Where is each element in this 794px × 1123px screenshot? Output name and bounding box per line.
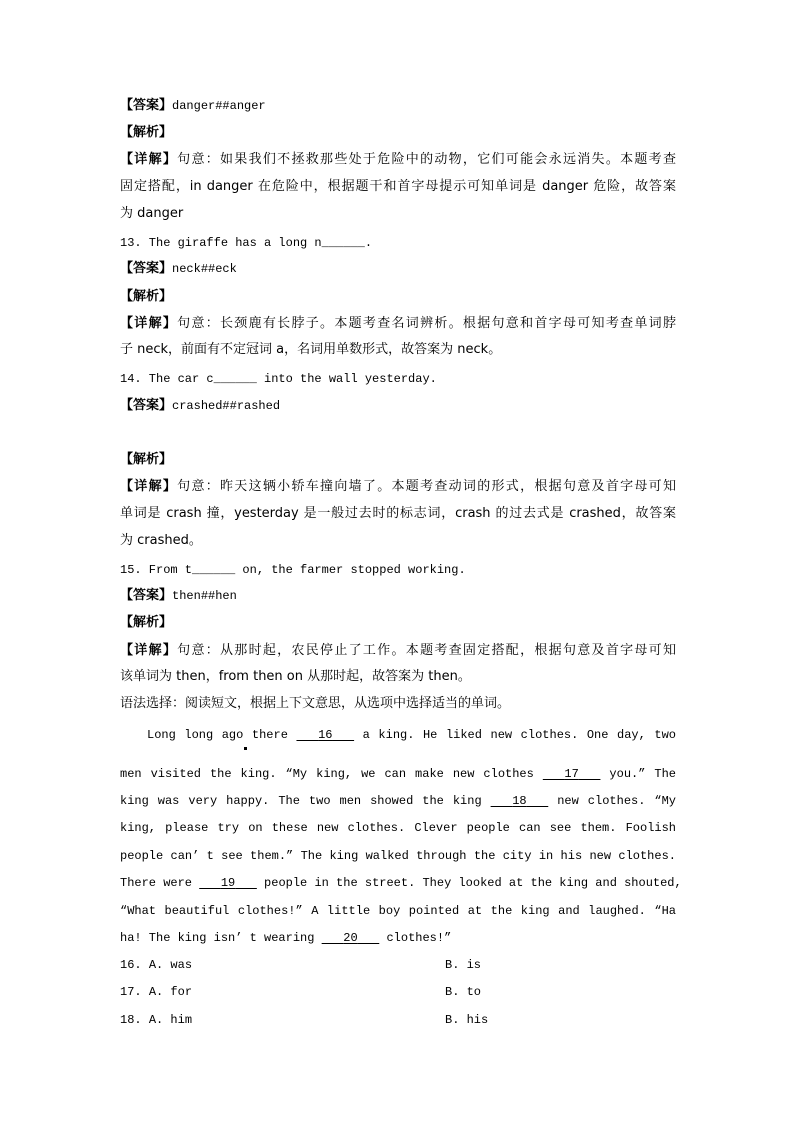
blank-19: 19 <box>220 876 236 890</box>
answer-label: 【答案】 <box>120 398 173 413</box>
answer-label: 【答案】 <box>120 588 173 603</box>
option-row-16 <box>120 957 676 973</box>
option-row-17 <box>120 984 676 1000</box>
detail-label: 【详解】 <box>120 152 178 167</box>
answer-value: danger##anger <box>172 99 266 113</box>
passage-line: “What beautiful clothes!” A little boy pointed at the king and laughed. “Ha <box>120 904 676 918</box>
passage-text: king was very happy. The two men showed the king <box>120 794 491 808</box>
detail-text: 句意：长颈鹿有长脖子。本题考查名词辨析。根据句意和首字母可知考查单词脖 <box>177 316 676 331</box>
option-a: A. him <box>148 1013 193 1027</box>
passage-text: men visited the king. “My king, we can make new clothes <box>120 767 543 781</box>
option-number: 16. <box>120 958 142 972</box>
passage-text: you.” The <box>600 767 677 781</box>
analysis-heading <box>120 451 676 468</box>
analysis-label: 【解析】 <box>120 289 173 304</box>
detail-text: 句意：如果我们不拯救那些处于危险中的动物，它们可能会永远消失。本题考查 <box>177 152 676 167</box>
answer-line <box>120 397 676 414</box>
passage-line: people can’ t see them.” The king walked through the city in his new clothes. <box>120 849 676 863</box>
question-13: 13. The giraffe has a long n______. <box>120 236 373 250</box>
answer-value: then##hen <box>172 589 237 603</box>
option-b: B. is <box>445 958 482 972</box>
comma-mark <box>244 747 247 750</box>
blank-17: 17 <box>564 767 579 781</box>
blank-16: 16 <box>318 728 333 742</box>
passage-line <box>120 875 682 891</box>
passage-text: clothes!” <box>379 931 452 945</box>
detail-line: 为 crashed。 <box>120 533 202 548</box>
question-14: 14. The car c______ into the wall yesterday. <box>120 372 437 386</box>
answer-value: crashed##rashed <box>172 399 281 413</box>
option-b: B. his <box>445 1013 489 1027</box>
answer-value: neck##eck <box>172 262 237 276</box>
passage-text: people in the street. They looked at the king and shouted, <box>256 876 682 890</box>
passage-text: new clothes. “My <box>548 794 676 808</box>
passage-text: ha! The king isn’ t wearing <box>120 931 322 945</box>
detail-line <box>120 478 676 495</box>
answer-line <box>120 587 676 604</box>
detail-line <box>120 315 676 332</box>
analysis-label: 【解析】 <box>120 615 173 630</box>
passage-text: There were <box>120 876 200 890</box>
passage-line <box>120 766 676 782</box>
detail-line: 为 danger <box>120 206 184 221</box>
question-15: 15. From t______ on, the farmer stopped working. <box>120 563 466 577</box>
detail-line: 子 neck，前面有不定冠词 a，名词用单数形式，故答案为 neck。 <box>120 342 502 357</box>
analysis-label: 【解析】 <box>120 452 173 467</box>
passage-line <box>120 930 676 946</box>
option-b: B. to <box>445 985 482 999</box>
answer-line <box>120 260 676 277</box>
detail-label: 【详解】 <box>120 316 178 331</box>
detail-label: 【详解】 <box>120 479 178 494</box>
detail-line <box>120 642 676 659</box>
passage-line <box>120 793 676 809</box>
detail-line: 固定搭配，in danger 在危险中，根据题干和首字母提示可知单词是 danger 危险，故答案 <box>120 179 676 194</box>
passage-text: a king. He liked new clothes. One day, two <box>354 728 676 742</box>
option-number: 17. <box>120 985 142 999</box>
option-a: A. was <box>148 958 193 972</box>
option-number: 18. <box>120 1013 142 1027</box>
passage-line <box>120 727 676 743</box>
analysis-heading <box>120 124 676 141</box>
answer-line <box>120 97 676 114</box>
passage-line: king, please try on these new clothes. Clever people can see them. Foolish <box>120 821 676 835</box>
detail-line: 单词是 crash 撞，yesterday 是一般过去时的标志词，crash 的过去式是 crashed，故答案 <box>120 506 676 521</box>
detail-line <box>120 151 676 168</box>
answer-label: 【答案】 <box>120 98 173 113</box>
analysis-label: 【解析】 <box>120 125 173 140</box>
detail-label: 【详解】 <box>120 643 178 658</box>
detail-text: 句意：从那时起，农民停止了工作。本题考查固定搭配，根据句意及首字母可知 <box>177 643 676 658</box>
analysis-heading <box>120 288 676 305</box>
detail-text: 句意：昨天这辆小轿车撞向墙了。本题考查动词的形式，根据句意及首字母可知 <box>177 479 676 494</box>
analysis-heading <box>120 614 676 631</box>
answer-label: 【答案】 <box>120 261 173 276</box>
option-a: A. for <box>148 985 193 999</box>
passage-text: Long long ago there <box>147 728 297 742</box>
detail-line: 该单词为 then，from then on 从那时起，故答案为 then。 <box>120 669 471 684</box>
grammar-instruction: 语法选择：阅读短文，根据上下文意思，从选项中选择适当的单词。 <box>120 696 511 711</box>
blank-20: 20 <box>343 931 358 945</box>
blank-18: 18 <box>512 794 527 808</box>
option-row-18 <box>120 1012 676 1028</box>
